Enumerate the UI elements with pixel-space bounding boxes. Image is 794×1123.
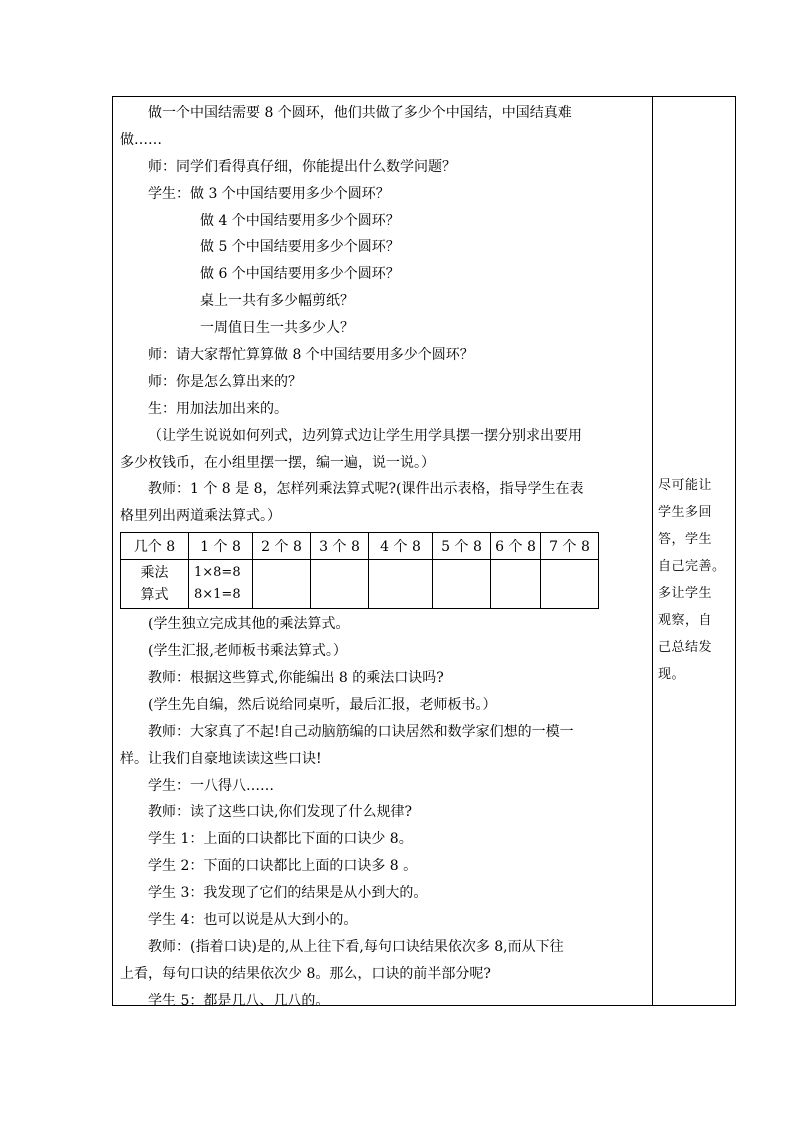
empty-cell <box>253 560 311 609</box>
table-header-cell: 4 个 8 <box>369 533 433 560</box>
side-note-line: 多让学生 <box>658 586 713 601</box>
text-line: 生：用加法加出来的。 <box>148 400 288 417</box>
side-note-line: 自己完善。 <box>658 559 726 574</box>
text-line: 桌上一共有多少幅剪纸？ <box>200 293 354 310</box>
column-divider <box>652 96 653 1006</box>
text-line: 上看，每句口诀的结果依次少 8。那么，口诀的前半部分呢? <box>120 965 491 982</box>
multiplication-table <box>120 532 599 609</box>
text-line: 师：请大家帮忙算算做 8 个中国结要用多少个圆环？ <box>148 347 474 364</box>
row-label-line: 乘法 <box>140 565 169 582</box>
text-line: 教师：根据这些算式,你能编出 8 的乘法口诀吗? <box>148 670 444 687</box>
formula-line: 1×8=8 <box>194 565 241 581</box>
text-line: 学生 4：也可以说是从大到小的。 <box>148 912 358 929</box>
text-line: 学生 1：上面的口诀都比下面的口诀少 8。 <box>148 831 413 848</box>
text-line: 教师：大家真了不起!自己动脑筋编的口诀居然和数学家们想的一模一 <box>148 723 574 740</box>
lesson-text-before-table <box>120 100 648 530</box>
empty-cell <box>433 560 491 609</box>
table-header-row <box>121 533 599 560</box>
empty-cell <box>369 560 433 609</box>
table-formula-row <box>121 560 599 609</box>
empty-cell <box>311 560 369 609</box>
text-line: 多少枚钱币，在小组里摆一摆，编一遍，说一说。） <box>120 454 435 471</box>
side-note-line: 学生多回 <box>658 505 713 520</box>
empty-cell <box>541 560 599 609</box>
formula-line: 8×1=8 <box>194 587 241 603</box>
side-note-line: 现。 <box>658 667 686 682</box>
text-line: 学生：一八得八…… <box>148 777 274 794</box>
text-line: 学生 2：下面的口诀都比上面的口诀多 8 。 <box>148 858 418 875</box>
text-line: 样。让我们自豪地读读这些口诀! <box>120 750 322 767</box>
side-note-line: 观察，自 <box>658 613 713 628</box>
text-line: 做 4 个中国结要用多少个圆环？ <box>200 212 400 229</box>
text-line: （让学生说说如何列式，边列算式边让学生用学具摆一摆分别求出要用 <box>148 427 582 444</box>
text-line: 做 5 个中国结要用多少个圆环？ <box>200 239 400 256</box>
text-line: 师：你是怎么算出来的？ <box>148 373 302 390</box>
lesson-content <box>120 100 648 1015</box>
text-line: 学生 5：都是几八、几八的。 <box>148 992 330 1009</box>
text-line: 一周值日生一共多少人？ <box>200 320 354 337</box>
table-header-cell: 7 个 8 <box>541 533 599 560</box>
table-header-cell: 5 个 8 <box>433 533 491 560</box>
empty-cell <box>491 560 541 609</box>
text-line: 学生：做 3 个中国结要用多少个圆环？ <box>148 185 390 202</box>
formula-cell <box>189 560 253 609</box>
text-line: 做 6 个中国结要用多少个圆环？ <box>200 266 400 283</box>
side-note-line: 答，学生 <box>658 532 713 547</box>
table-header-cell: 3 个 8 <box>311 533 369 560</box>
side-note-line: 己总结发 <box>658 640 713 655</box>
row-label-cell <box>121 560 189 609</box>
text-line: (学生独立完成其他的乘法算式。 <box>148 616 350 633</box>
text-line: 学生 3：我发现了它们的结果是从小到大的。 <box>148 885 428 902</box>
text-line: (学生汇报,老师板书乘法算式。） <box>148 643 347 660</box>
text-line: 师：同学们看得真仔细，你能提出什么数学问题？ <box>148 158 456 175</box>
row-label-line: 算式 <box>140 587 169 604</box>
side-note-line: 尽可能让 <box>658 478 713 493</box>
text-line: 教师：(指着口诀)是的,从上往下看,每句口诀结果依次多 8,而从下往 <box>148 938 564 955</box>
side-note <box>658 472 730 688</box>
lesson-text-after-table <box>120 611 648 1014</box>
table-header-cell: 1 个 8 <box>189 533 253 560</box>
text-line: 教师：1 个 8 是 8，怎样列乘法算式呢?(课件出示表格，指导学生在表 <box>148 481 584 498</box>
text-line: 教师：读了这些口诀,你们发现了什么规律? <box>148 804 412 821</box>
text-line: (学生先自编，然后说给同桌听，最后汇报，老师板书。） <box>148 696 497 713</box>
table-header-cell: 几个 8 <box>121 533 189 560</box>
text-line: 格里列出两道乘法算式。） <box>120 508 281 525</box>
text-line: 做…… <box>120 131 162 148</box>
text-line: 做一个中国结需要 8 个圆环，他们共做了多少个中国结，中国结真难 <box>148 105 572 121</box>
table-header-cell: 2 个 8 <box>253 533 311 560</box>
table-header-cell: 6 个 8 <box>491 533 541 560</box>
